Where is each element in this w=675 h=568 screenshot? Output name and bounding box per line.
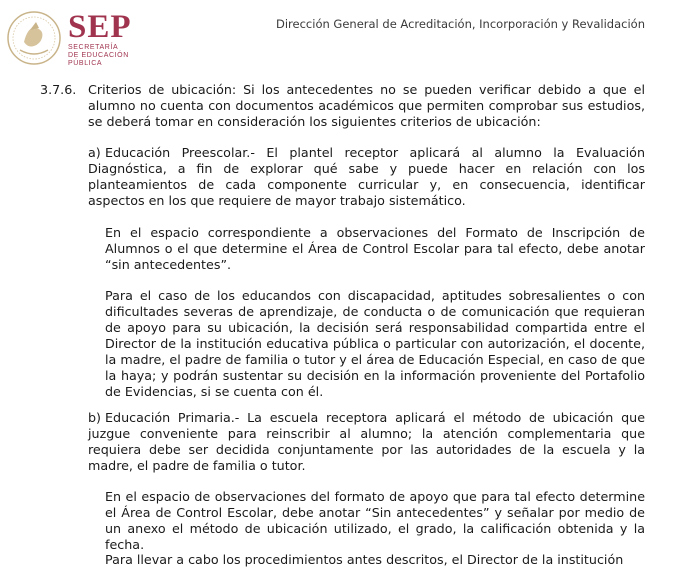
item-a-paragraph-2: En el espacio correspondiente a observaciones del Formato de Inscripción de Alumnos o el que determine el Área de Control Escolar para tal efecto, debe anotar “sin antecedentes”. bbox=[105, 225, 645, 272]
section-number: 3.7.6. bbox=[40, 82, 77, 97]
item-b-paragraph-3: Para llevar a cabo los procedimientos antes descritos, el Director de la institución bbox=[105, 552, 624, 567]
item-a-paragraph-1: Educación Preescolar.- El plantel receptor aplicará al alumno la Evaluación Diagnóstica, a fin de explorar qué sabe y puede hacer en relación con los planteamientos de cada componente curricular y, en consecuencia, identificar aspectos en los que requiere de mayor trabajo sistemático. bbox=[88, 145, 645, 208]
item-b-marker: b) bbox=[88, 410, 102, 425]
sep-logo-sub-2: DE EDUCACIÓN bbox=[68, 52, 129, 59]
header-title: Dirección General de Acreditación, Incorporación y Revalidación bbox=[276, 17, 645, 31]
item-b-paragraph-1: Educación Primaria.- La escuela receptora aplicará el método de ubicación que juzgue conveniente para reinscribir al alumno; la atención complementaria que requiera debe ser decidida conjuntamente por las autoridades de la escuela y la madre, el padre de familia o tutor. bbox=[88, 410, 645, 473]
item-b bbox=[88, 410, 645, 474]
item-a-paragraph-3: Para el caso de los educandos con discapacidad, aptitudes sobresalientes o con dificultades severas de aprendizaje, de conducta o de comunicación que requieran de apoyo para su ubicación, la decisión será responsabilidad compartida entre el Director de la institución educativa pública o particular con autorización, el docente, la madre, el padre de familia o tutor y el área de Educación Especial, en caso de que la haya; y podrán sustentar su decisión en la información proveniente del Portafolio de Evidencias, si se cuenta con él. bbox=[105, 288, 645, 399]
item-b-paragraph-2: En el espacio de observaciones del formato de apoyo que para tal efecto determine el Área de Control Escolar, debe anotar “Sin antecedentes” y señalar por medio de un anexo el método de ubicación utilizado, el grado, la calificación obtenida y la fecha. bbox=[105, 489, 645, 552]
sep-logo bbox=[68, 10, 132, 68]
sep-logo-word: SEP bbox=[68, 9, 132, 45]
section-intro: Criterios de ubicación: Si los antecedentes no se pueden verificar debido a que el alumno no cuenta con documentos académicos que permiten comprobar sus estudios, se deberá tomar en consideración los siguientes criterios de ubicación: bbox=[88, 82, 645, 129]
sep-logo-sub-3: PÚBLICA bbox=[68, 60, 103, 67]
item-a bbox=[88, 145, 645, 209]
mexican-coat-of-arms-seal-icon bbox=[6, 8, 62, 68]
sep-logo-sub-1: SECRETARÍA bbox=[68, 44, 119, 51]
item-a-marker: a) bbox=[88, 145, 101, 160]
